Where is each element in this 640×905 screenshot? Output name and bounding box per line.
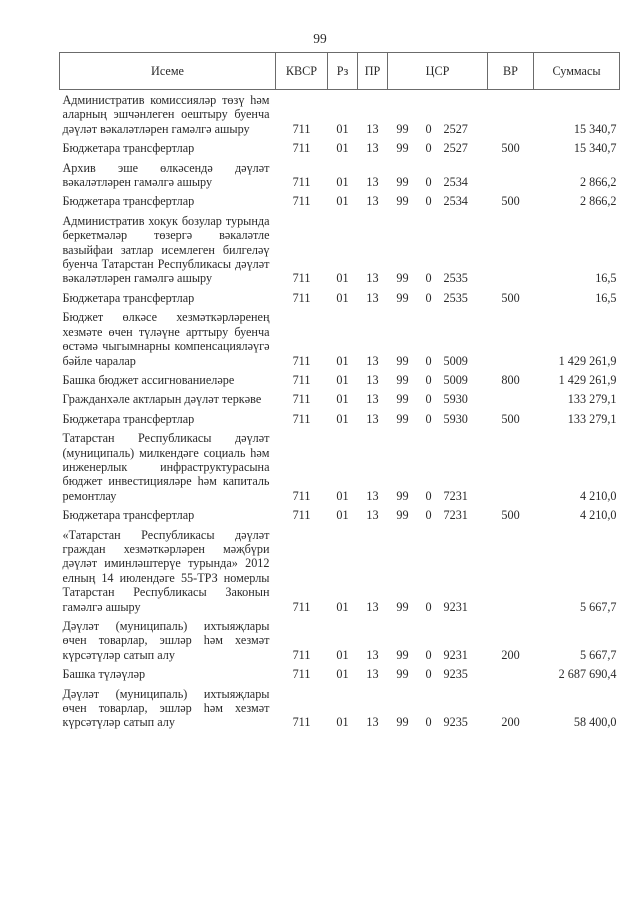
header-csr: ЦСР bbox=[388, 53, 488, 90]
row-csr-program: 99 bbox=[396, 372, 409, 387]
row-rz: 01 bbox=[336, 353, 349, 368]
row-rz: 01 bbox=[336, 141, 349, 156]
table-row bbox=[60, 389, 620, 408]
row-vr bbox=[488, 525, 534, 616]
row-csr-program: 99 bbox=[396, 141, 409, 156]
row-name: Татарстан Республикасы дәүләт (муниципаль) милкендәге социаль һәм инженерлык инфраструктурасына бюджет инвестицияләре һәм капиталь ремонтлау bbox=[62, 431, 270, 503]
row-name: Бюджетара трансфертлар bbox=[62, 411, 195, 426]
row-pr: 13 bbox=[366, 411, 379, 426]
row-kvsr: 711 bbox=[292, 372, 311, 387]
row-csr-subprogram: 0 bbox=[425, 372, 432, 387]
row-rz: 01 bbox=[336, 667, 349, 682]
row-vr bbox=[488, 307, 534, 370]
table-row bbox=[60, 525, 620, 616]
header-rz: Рз bbox=[328, 53, 358, 90]
row-kvsr: 711 bbox=[292, 667, 311, 682]
row-csr-subprogram: 0 bbox=[425, 488, 432, 503]
row-sum: 16,5 bbox=[595, 271, 617, 286]
row-kvsr: 711 bbox=[292, 194, 311, 209]
row-pr: 13 bbox=[366, 271, 379, 286]
row-kvsr: 711 bbox=[292, 488, 311, 503]
row-csr-code: 5930 bbox=[443, 411, 468, 426]
row-kvsr: 711 bbox=[292, 121, 311, 136]
row-csr-program: 99 bbox=[396, 508, 409, 523]
table-row bbox=[60, 664, 620, 683]
row-name: Дәүләт (муниципаль) ихтыяҗлары өчен товарлар, эшләр һәм хезмәт күрсәтүләр сатып алу bbox=[62, 619, 270, 662]
row-csr-program: 99 bbox=[396, 353, 409, 368]
row-csr-code: 5009 bbox=[443, 353, 468, 368]
row-sum: 5 667,7 bbox=[579, 599, 617, 614]
row-kvsr: 711 bbox=[292, 353, 311, 368]
row-csr-code: 9235 bbox=[443, 667, 468, 682]
row-name: «Татарстан Республикасы дәүләт граждан хезмәткәрләрен мәҗбүри дәүләт иминләштерүе турында» 2012 елның 14 июлендәге 55-ТРЗ номерлы Татарстан Республикасы Законын гамәлгә ашыру bbox=[62, 527, 270, 614]
row-rz: 01 bbox=[336, 599, 349, 614]
row-kvsr: 711 bbox=[292, 175, 311, 190]
table-row bbox=[60, 370, 620, 389]
row-csr-subprogram: 0 bbox=[425, 392, 432, 407]
row-csr-subprogram: 0 bbox=[425, 411, 432, 426]
row-pr: 13 bbox=[366, 121, 379, 136]
table-row bbox=[60, 616, 620, 664]
table-row bbox=[60, 684, 620, 732]
row-pr: 13 bbox=[366, 508, 379, 523]
row-sum: 58 400,0 bbox=[573, 715, 617, 730]
row-vr bbox=[488, 211, 534, 288]
row-name: Башка түләүләр bbox=[62, 667, 146, 682]
row-kvsr: 711 bbox=[292, 647, 311, 662]
row-sum: 2 687 690,4 bbox=[558, 667, 617, 682]
row-pr: 13 bbox=[366, 175, 379, 190]
row-csr-program: 99 bbox=[396, 647, 409, 662]
row-kvsr: 711 bbox=[292, 141, 311, 156]
row-pr: 13 bbox=[366, 392, 379, 407]
row-csr-subprogram: 0 bbox=[425, 290, 432, 305]
row-vr: 500 bbox=[501, 141, 520, 156]
row-csr-code: 9235 bbox=[443, 715, 468, 730]
row-csr-code: 2527 bbox=[443, 141, 468, 156]
row-csr-program: 99 bbox=[396, 599, 409, 614]
row-kvsr: 711 bbox=[292, 271, 311, 286]
table-row bbox=[60, 158, 620, 192]
row-csr-code: 5009 bbox=[443, 372, 468, 387]
table-header-row bbox=[60, 53, 620, 90]
row-sum: 4 210,0 bbox=[579, 488, 617, 503]
table-row bbox=[60, 211, 620, 288]
row-vr bbox=[488, 428, 534, 505]
row-name: Бюджетара трансфертлар bbox=[62, 194, 195, 209]
row-csr-subprogram: 0 bbox=[425, 715, 432, 730]
row-csr-subprogram: 0 bbox=[425, 141, 432, 156]
row-rz: 01 bbox=[336, 508, 349, 523]
row-pr: 13 bbox=[366, 599, 379, 614]
row-pr: 13 bbox=[366, 372, 379, 387]
row-sum: 133 279,1 bbox=[567, 411, 617, 426]
row-kvsr: 711 bbox=[292, 392, 311, 407]
row-csr-program: 99 bbox=[396, 290, 409, 305]
row-name: Башка бюджет ассигнованиеләре bbox=[62, 372, 235, 387]
row-sum: 16,5 bbox=[595, 290, 617, 305]
header-pr: ПР bbox=[358, 53, 388, 90]
row-rz: 01 bbox=[336, 411, 349, 426]
table-row bbox=[60, 505, 620, 524]
row-csr-code: 5930 bbox=[443, 392, 468, 407]
header-kvsr: КВСР bbox=[276, 53, 328, 90]
row-vr bbox=[488, 90, 534, 139]
row-sum: 2 866,2 bbox=[579, 175, 617, 190]
table-row bbox=[60, 191, 620, 210]
row-sum: 1 429 261,9 bbox=[558, 372, 617, 387]
row-rz: 01 bbox=[336, 194, 349, 209]
row-name: Бюджетара трансфертлар bbox=[62, 290, 195, 305]
row-vr: 800 bbox=[501, 372, 520, 387]
table-row bbox=[60, 90, 620, 139]
row-csr-subprogram: 0 bbox=[425, 599, 432, 614]
row-sum: 5 667,7 bbox=[579, 647, 617, 662]
row-pr: 13 bbox=[366, 353, 379, 368]
row-pr: 13 bbox=[366, 290, 379, 305]
row-rz: 01 bbox=[336, 175, 349, 190]
row-kvsr: 711 bbox=[292, 508, 311, 523]
row-vr bbox=[488, 389, 534, 408]
page-number: 99 bbox=[313, 31, 327, 46]
row-rz: 01 bbox=[336, 290, 349, 305]
row-pr: 13 bbox=[366, 488, 379, 503]
row-csr-program: 99 bbox=[396, 271, 409, 286]
row-csr-code: 2534 bbox=[443, 194, 468, 209]
row-sum: 133 279,1 bbox=[567, 392, 617, 407]
row-csr-code: 9231 bbox=[443, 599, 468, 614]
row-rz: 01 bbox=[336, 271, 349, 286]
row-vr: 500 bbox=[501, 194, 520, 209]
row-vr: 500 bbox=[501, 508, 520, 523]
table-row bbox=[60, 409, 620, 428]
row-vr bbox=[488, 158, 534, 192]
row-kvsr: 711 bbox=[292, 715, 311, 730]
row-name: Бюджетара трансфертлар bbox=[62, 141, 195, 156]
row-csr-subprogram: 0 bbox=[425, 175, 432, 190]
row-vr: 200 bbox=[501, 715, 520, 730]
row-pr: 13 bbox=[366, 667, 379, 682]
header-sum: Суммасы bbox=[534, 53, 620, 90]
row-csr-program: 99 bbox=[396, 715, 409, 730]
row-pr: 13 bbox=[366, 141, 379, 156]
row-csr-program: 99 bbox=[396, 392, 409, 407]
row-csr-program: 99 bbox=[396, 121, 409, 136]
row-vr: 500 bbox=[501, 290, 520, 305]
table-row bbox=[60, 428, 620, 505]
row-sum: 1 429 261,9 bbox=[558, 353, 617, 368]
row-csr-subprogram: 0 bbox=[425, 194, 432, 209]
row-name: Архив эше өлкәсендә дәүләт вәкаләтләрен гамәлгә ашыру bbox=[62, 160, 270, 190]
row-vr: 200 bbox=[501, 647, 520, 662]
row-csr-subprogram: 0 bbox=[425, 647, 432, 662]
row-csr-subprogram: 0 bbox=[425, 353, 432, 368]
row-kvsr: 711 bbox=[292, 599, 311, 614]
row-csr-program: 99 bbox=[396, 488, 409, 503]
row-csr-subprogram: 0 bbox=[425, 508, 432, 523]
budget-table bbox=[59, 52, 620, 732]
row-sum: 15 340,7 bbox=[573, 121, 617, 136]
row-csr-program: 99 bbox=[396, 175, 409, 190]
row-pr: 13 bbox=[366, 194, 379, 209]
row-csr-program: 99 bbox=[396, 411, 409, 426]
row-csr-code: 9231 bbox=[443, 647, 468, 662]
row-csr-code: 7231 bbox=[443, 508, 468, 523]
row-csr-code: 2534 bbox=[443, 175, 468, 190]
row-rz: 01 bbox=[336, 715, 349, 730]
row-vr bbox=[488, 664, 534, 683]
table-row bbox=[60, 138, 620, 157]
row-pr: 13 bbox=[366, 647, 379, 662]
table-row bbox=[60, 307, 620, 370]
row-kvsr: 711 bbox=[292, 290, 311, 305]
row-name: Гражданхәле актларын дәүләт теркәве bbox=[62, 392, 262, 407]
row-name: Бюджет өлкәсе хезмәткәрләренең хезмәте өчен түләүне арттыру буенча өстәмә чыгымнарны компенсацияләүгә бәйле чаралар bbox=[62, 310, 270, 368]
row-name: Административ хокук бозулар турында беркетмәләр төзергә вәкаләтле вазыйфаи затлар исемлеген билгеләү буенча Татарстан Республикасы дәүләт вәкаләтләрен гамәлгә ашыру bbox=[62, 213, 270, 286]
row-csr-code: 2527 bbox=[443, 121, 468, 136]
row-name: Дәүләт (муниципаль) ихтыяҗлары өчен товарлар, эшләр һәм хезмәт күрсәтүләр сатып алу bbox=[62, 686, 270, 730]
row-kvsr: 711 bbox=[292, 411, 311, 426]
row-csr-subprogram: 0 bbox=[425, 667, 432, 682]
table-row bbox=[60, 288, 620, 307]
row-pr: 13 bbox=[366, 715, 379, 730]
header-vr: ВР bbox=[488, 53, 534, 90]
row-sum: 15 340,7 bbox=[573, 141, 617, 156]
row-rz: 01 bbox=[336, 121, 349, 136]
row-rz: 01 bbox=[336, 372, 349, 387]
row-csr-subprogram: 0 bbox=[425, 121, 432, 136]
row-sum: 2 866,2 bbox=[579, 194, 617, 209]
row-rz: 01 bbox=[336, 647, 349, 662]
row-name: Административ комиссияләр төзү һәм аларның эшчәнлеген оештыру буенча дәүләт вәкаләтләрен гамәлгә ашыру bbox=[62, 93, 270, 136]
row-name: Бюджетара трансфертлар bbox=[62, 508, 195, 523]
row-sum: 4 210,0 bbox=[579, 508, 617, 523]
row-csr-code: 2535 bbox=[443, 271, 468, 286]
header-name: Исеме bbox=[60, 53, 276, 90]
row-csr-program: 99 bbox=[396, 667, 409, 682]
row-csr-code: 2535 bbox=[443, 290, 468, 305]
row-csr-code: 7231 bbox=[443, 488, 468, 503]
row-csr-program: 99 bbox=[396, 194, 409, 209]
row-vr: 500 bbox=[501, 411, 520, 426]
row-rz: 01 bbox=[336, 392, 349, 407]
row-rz: 01 bbox=[336, 488, 349, 503]
row-csr-subprogram: 0 bbox=[425, 271, 432, 286]
